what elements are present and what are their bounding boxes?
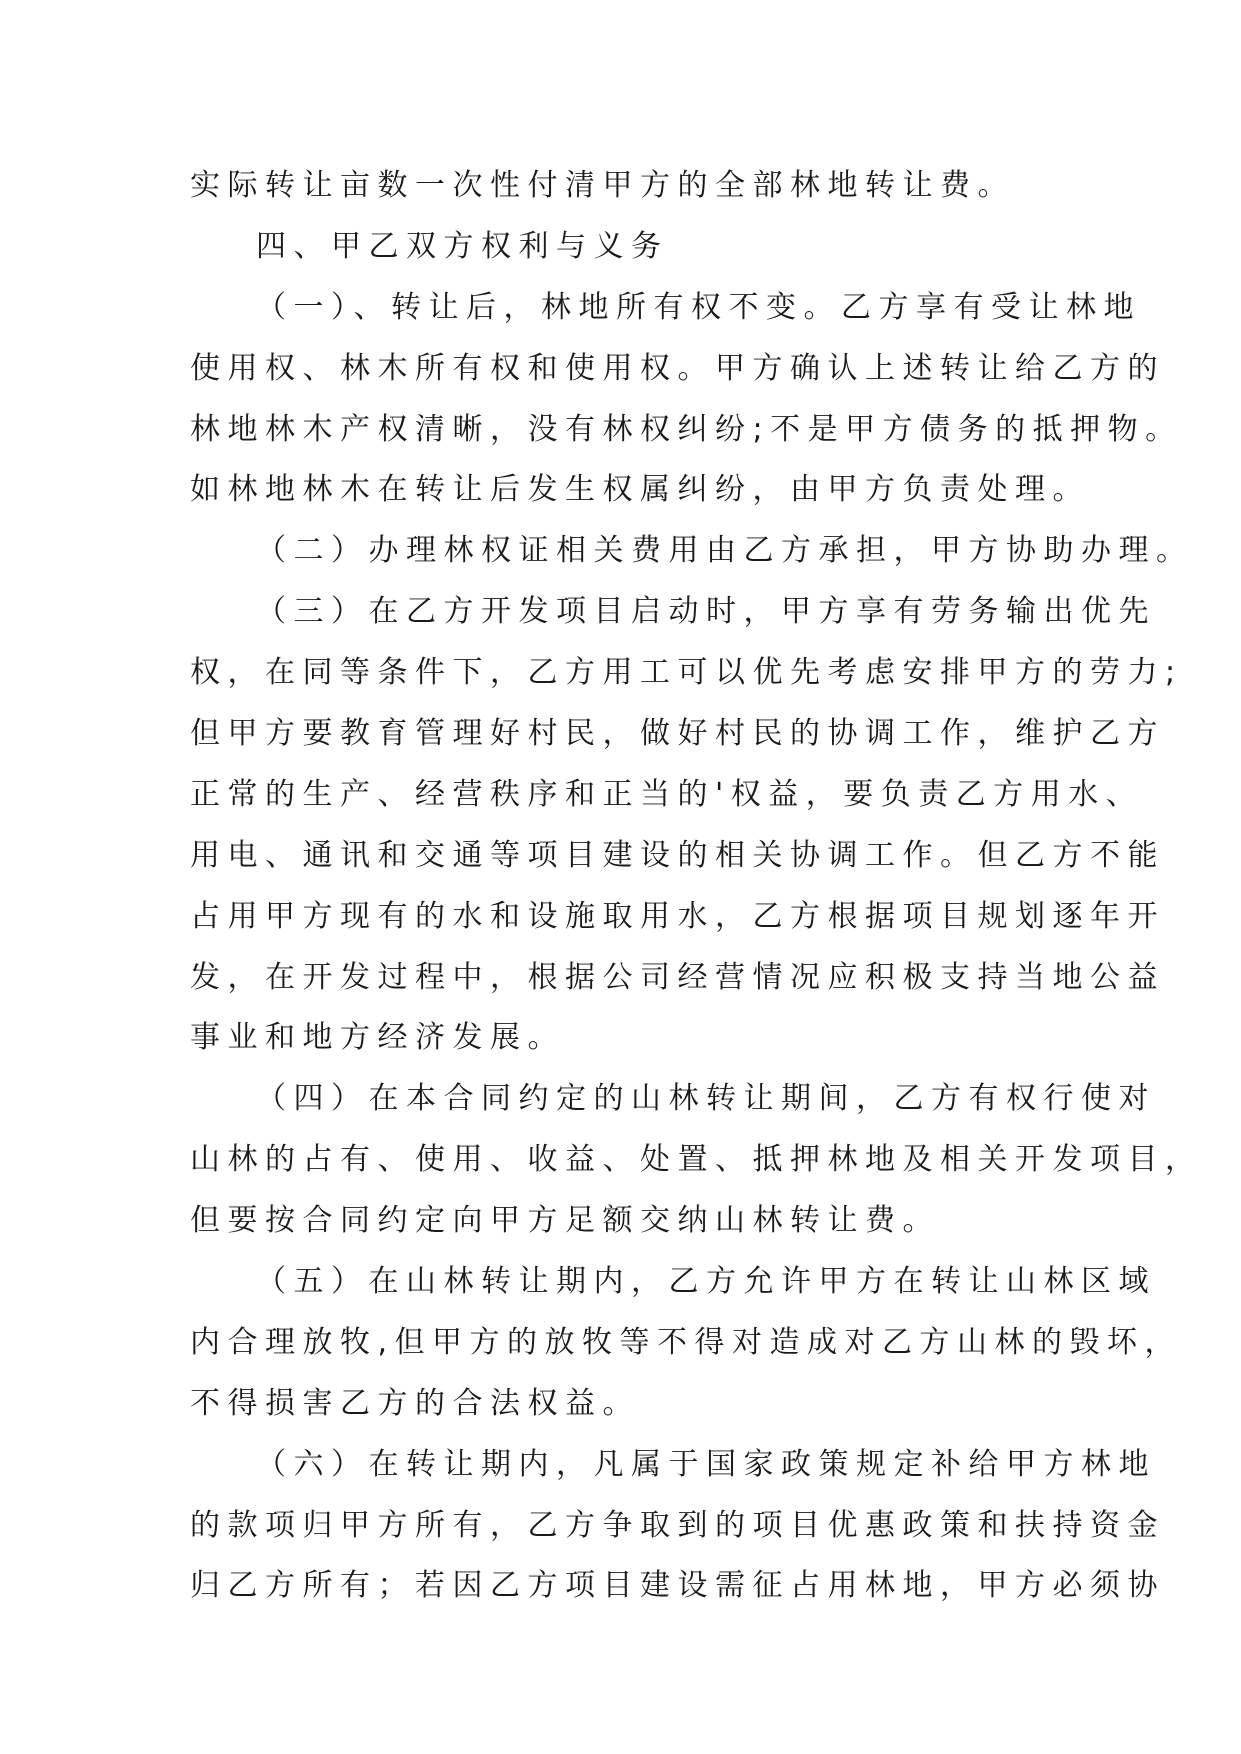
- clause-5-line: （五）在山林转让期内，乙方允许甲方在转让山林区域: [256, 1264, 1156, 1300]
- clause-3-line: 发，在开发过程中，根据公司经营情况应积极支持当地公益: [190, 959, 1165, 995]
- clause-1-line: 如林地林木在转让后发生权属纠纷，由甲方负责处理。: [190, 472, 1090, 508]
- clause-4-line: （四）在本合同约定的山林转让期间，乙方有权行使对: [256, 1081, 1156, 1117]
- clause-3-line: 但甲方要教育管理好村民，做好村民的协调工作，维护乙方: [190, 716, 1165, 752]
- clause-5-line: 不得损害乙方的合法权益。: [190, 1385, 640, 1421]
- clause-6-line: （六）在转让期内，凡属于国家政策规定补给甲方林地: [256, 1446, 1156, 1482]
- clause-3-line: 正常的生产、经营秩序和正当的'权益，要负责乙方用水、: [190, 776, 1144, 812]
- clause-3-line: 事业和地方经济发展。: [190, 1020, 565, 1056]
- clause-6-line: 的款项归甲方所有，乙方争取到的项目优惠政策和扶持资金: [190, 1507, 1165, 1543]
- clause-3-line: 用电、通讯和交通等项目建设的相关协调工作。但乙方不能: [190, 837, 1165, 873]
- clause-6-line: 归乙方所有；若因乙方项目建设需征占用林地，甲方必须协: [190, 1568, 1165, 1604]
- clause-3-line: 占用甲方现有的水和设施取用水，乙方根据项目规划逐年开: [190, 898, 1165, 934]
- clause-1-line: （一）、转让后，林地所有权不变。乙方享有受让林地: [256, 289, 1141, 325]
- clause-3-line: （三）在乙方开发项目启动时，甲方享有劳务输出优先: [256, 594, 1156, 630]
- clause-3-line: 权，在同等条件下，乙方用工可以优先考虑安排甲方的劳力;: [190, 655, 1183, 691]
- clause-4-line: 但要按合同约定向甲方足额交纳山林转让费。: [190, 1203, 940, 1239]
- clause-4-line: 山林的占有、使用、收益、处置、抵押林地及相关开发项目，: [190, 1142, 1203, 1178]
- clause-5-line: 内合理放牧,但甲方的放牧等不得对造成对乙方山林的毁坏，: [190, 1324, 1183, 1360]
- clause-1-line: 林地林木产权清晰，没有林权纠纷;不是甲方债务的抵押物。: [190, 411, 1183, 447]
- text-line: 实际转让亩数一次性付清甲方的全部林地转让费。: [190, 168, 1015, 203]
- section-heading-rights-obligations: 四、甲乙双方权利与义务: [256, 228, 669, 264]
- contract-body: [190, 156, 1203, 1617]
- clause-1-line: 使用权、林木所有权和使用权。甲方确认上述转让给乙方的: [190, 350, 1165, 386]
- clause-2-line: （二）办理林权证相关费用由乙方承担，甲方协助办理。: [256, 533, 1194, 569]
